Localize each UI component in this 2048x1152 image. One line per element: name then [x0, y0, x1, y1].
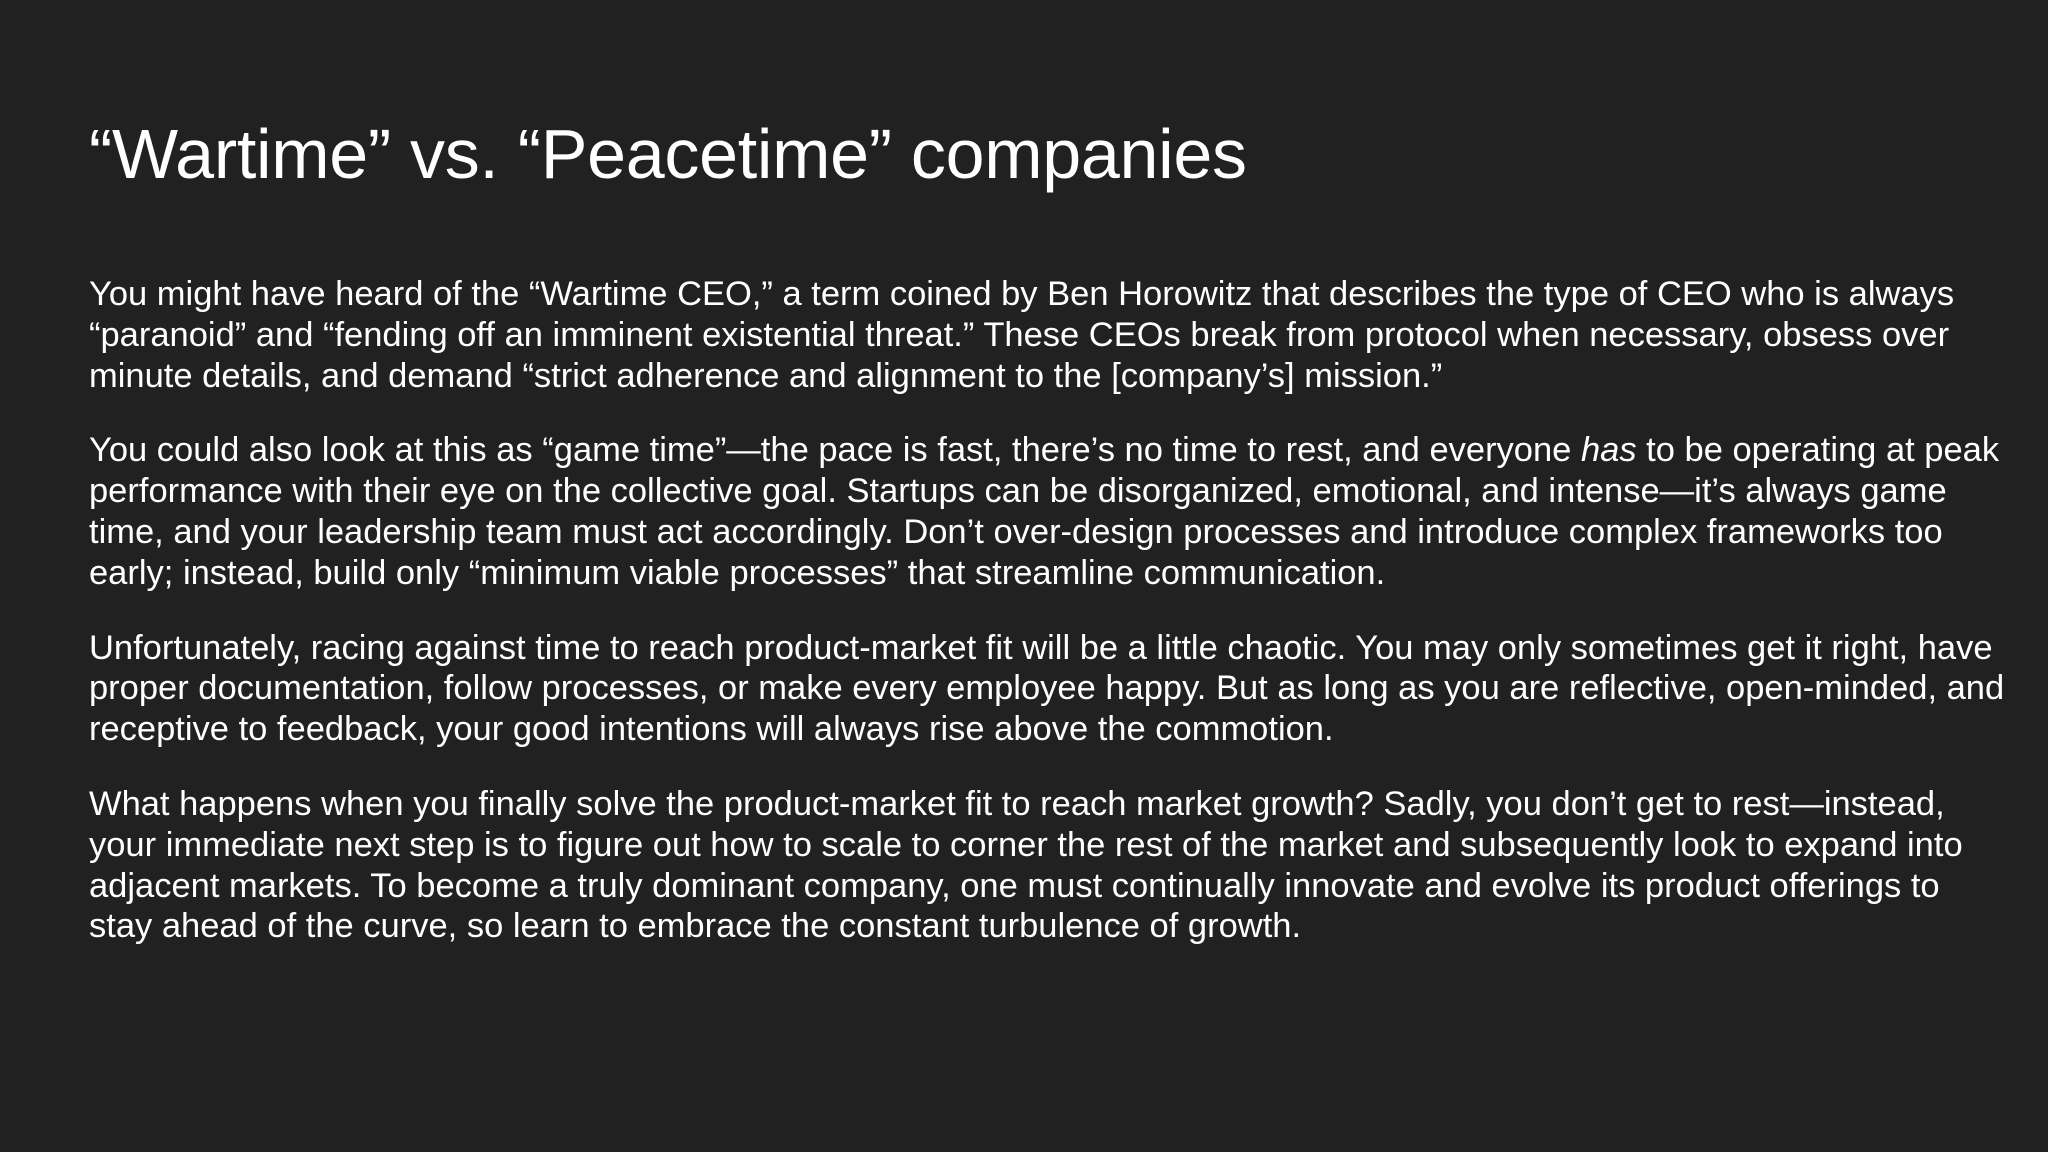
emphasis-has: has	[1580, 431, 1637, 470]
paragraph-game-time-end: to be operating at peak performance with their eye on the collective goal. Startups can be disorganized, emotional, and intense—it’s always game time, and your leadership team must act accordingly. Don’t over-design processes and introduce complex frameworks too early; instead, build only “minimum viable processes” that streamline communication.	[89, 431, 2000, 592]
paragraph-market-growth: What happens when you finally solve the product-market fit to reach market growth? Sadly, you don’t get to rest—instead, your immediate next step is to figure out how to scale to corner the rest of the market and subsequently look to expand into adjacent markets. To become a truly dominant company, one must continually innovate and evolve its product offerings to stay ahead of the curve, so learn to embrace the constant turbulence of growth.	[89, 784, 1963, 946]
paragraph-game-time	[89, 430, 2009, 593]
slide-title: “Wartime” vs. “Peacetime” companies	[89, 115, 1247, 193]
paragraph-game-time-start: You could also look at this as “game time”—the pace is fast, there’s no time to rest, and everyone	[89, 431, 1581, 470]
paragraph-wartime-ceo: You might have heard of the “Wartime CEO,” a term coined by Ben Horowitz that describes the type of CEO who is always “paranoid” and “fending off an imminent existential threat.” These CEOs break from protocol when necessary, obsess over minute details, and demand “strict adherence and alignment to the [company’s] mission.”	[89, 275, 1955, 395]
paragraph-product-market-fit: Unfortunately, racing against time to reach product-market fit will be a little chaotic. You may only sometimes get it right, have proper documentation, follow processes, or make every employee happy. But as long as you are reflective, open-minded, and receptive to feedback, your good intentions will always rise above the commotion.	[89, 628, 2005, 749]
slide-body	[89, 274, 2009, 947]
